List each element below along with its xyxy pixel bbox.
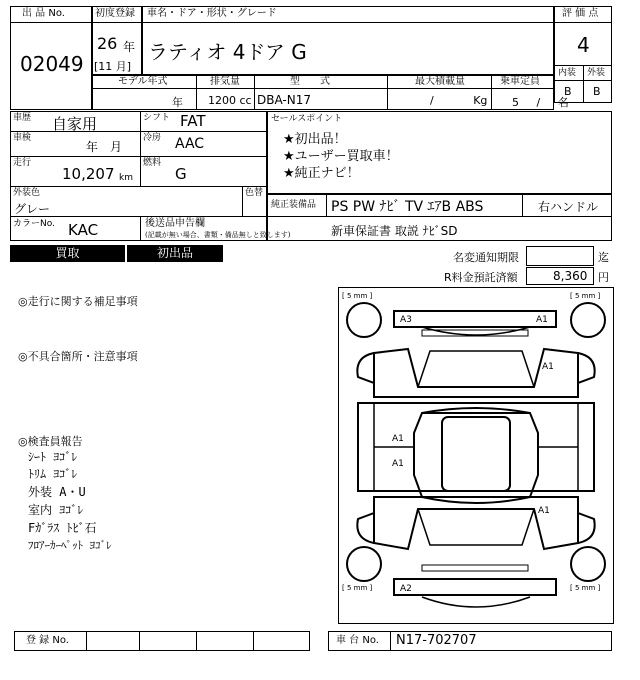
equipment-items: PS PW ﾅﾋﾞ TV ｴｱB ABS	[331, 199, 484, 215]
sales-point-1: ★初出品！	[283, 132, 347, 147]
shift-label: シフト	[143, 113, 171, 123]
inspector-note-heading: ◎検査員報告	[18, 435, 83, 448]
mark-left-door-front: A1	[392, 434, 404, 444]
tire-label-fr: [ 5 mm ]	[570, 292, 601, 300]
report-line-2: ﾄﾘﾑ ﾖｺﾞﾚ	[28, 467, 78, 481]
recycle-unit: 円	[598, 271, 609, 284]
wheel-fl	[347, 303, 381, 337]
handle: 右ハンドル	[538, 200, 599, 214]
mark-rear-bumper: A2	[400, 584, 412, 594]
first-reg-month: [11 月]	[94, 60, 132, 73]
lot-number: 02049	[20, 52, 84, 76]
ext-color-label: 外装色	[13, 188, 41, 198]
sales-point-2: ★ユーザー買取車！	[283, 149, 399, 164]
aircon: AAC	[175, 136, 205, 152]
mark-left-door-rear: A1	[392, 459, 404, 469]
sales-points-label: セールスポイント	[271, 114, 343, 124]
chassis-label: 車 台 No.	[336, 635, 379, 646]
color-no-label: カラーNo.	[13, 219, 55, 229]
mark-rear-fender-right: A1	[538, 506, 550, 516]
wheel-rr	[571, 547, 605, 581]
capacity: 5 / 名	[512, 96, 569, 109]
capacity-label: 乗車定員	[500, 76, 540, 87]
shaken-label: 車検	[13, 133, 32, 143]
report-line-5: Fｶﾞﾗｽ ﾄﾋﾞ石	[28, 521, 97, 535]
first-reg-label: 初度登録	[95, 8, 135, 19]
fuel: G	[175, 165, 187, 183]
purchase-badge: 買取	[10, 245, 125, 262]
tire-label-rr: [ 5 mm ]	[570, 584, 601, 592]
name-change-unit: 迄	[598, 251, 609, 264]
car-name: ラティオ 4ドア G	[148, 40, 307, 64]
max-load-label: 最大積載量	[415, 76, 465, 87]
doc-note: (記載が無い場合、書類・備品無しと致します)	[145, 231, 291, 239]
chassis-number: N17-702707	[396, 633, 477, 648]
interior-grade: B	[564, 85, 572, 98]
mileage-unit: km	[119, 173, 133, 183]
driving-note-heading: ◎走行に関する補足事項	[18, 295, 138, 308]
tire-label-rl: [ 5 mm ]	[342, 584, 373, 592]
max-load: / Kg	[430, 94, 488, 107]
color-no: KAC	[68, 221, 99, 239]
tire-label-fl: [ 5 mm ]	[342, 292, 373, 300]
score-label: 評 価 点	[562, 8, 599, 19]
equipment-extras: 新車保証書 取説 ﾅﾋﾞSD	[331, 224, 458, 238]
lot-label: 出 品 No.	[22, 8, 65, 19]
first-listing-badge: 初出品	[127, 245, 223, 262]
car-name-label: 車名・ドア・形状・グレード	[147, 8, 277, 19]
name-change-box	[526, 246, 594, 266]
recycle-value: 8,360	[553, 269, 588, 283]
mark-front-bumper-right: A1	[536, 315, 548, 325]
defects-note-heading: ◎不具合箇所・注意事項	[18, 350, 138, 363]
wheel-fr	[571, 303, 605, 337]
aircon-label: 冷房	[143, 133, 162, 143]
hood	[374, 349, 578, 397]
wheel-rl	[347, 547, 381, 581]
year-unit: 年	[123, 40, 136, 54]
rear-bumper	[394, 579, 556, 595]
repaint-label: 色替	[245, 188, 264, 198]
history: 自家用	[52, 115, 98, 133]
displacement-label: 排気量	[210, 76, 240, 87]
ext-color: グレー	[14, 202, 51, 216]
trunk	[374, 497, 578, 549]
exterior-label: 外装	[587, 68, 606, 78]
report-line-1: ｼｰﾄ ﾖｺﾞﾚ	[28, 450, 78, 464]
equipment-label: 純正装備品	[271, 200, 317, 210]
recycle-label: R料金預託済額	[444, 271, 518, 284]
interior-label: 内装	[558, 68, 577, 78]
front-bumper	[394, 311, 556, 327]
report-line-3: 外装 A・U	[28, 485, 86, 499]
model-label: 型 式	[290, 76, 330, 87]
name-change-label: 名変通知期限	[453, 251, 519, 264]
shift: FAT	[180, 112, 206, 130]
fuel-label: 燃料	[143, 158, 162, 168]
history-label: 車歴	[13, 113, 32, 123]
doc-label: 後送品申告欄	[145, 218, 205, 229]
exterior-grade: B	[593, 85, 601, 98]
displacement: 1200 cc	[208, 94, 252, 107]
mark-front-bumper-left: A3	[400, 315, 412, 325]
first-reg-year: 26	[97, 34, 118, 53]
mark-front-fender-right: A1	[542, 362, 554, 372]
score: 4	[577, 33, 590, 57]
model-year-unit: 年	[172, 96, 183, 109]
shaken: 年 月	[86, 140, 123, 154]
model-year-label: モデル年式	[118, 76, 168, 87]
mileage: 10,207	[62, 165, 115, 183]
registration-label: 登 録 No.	[26, 635, 69, 646]
cabin	[414, 413, 538, 497]
report-line-4: 室内 ﾖｺﾞﾚ	[28, 503, 84, 517]
car-damage-diagram	[338, 287, 614, 624]
report-line-6: ﾌﾛｱｰｶｰﾍﾟｯﾄ ﾖｺﾞﾚ	[28, 539, 112, 552]
mileage-label: 走行	[13, 158, 32, 168]
sales-point-3: ★純正ナビ！	[283, 166, 360, 181]
model: DBA-N17	[257, 93, 311, 107]
